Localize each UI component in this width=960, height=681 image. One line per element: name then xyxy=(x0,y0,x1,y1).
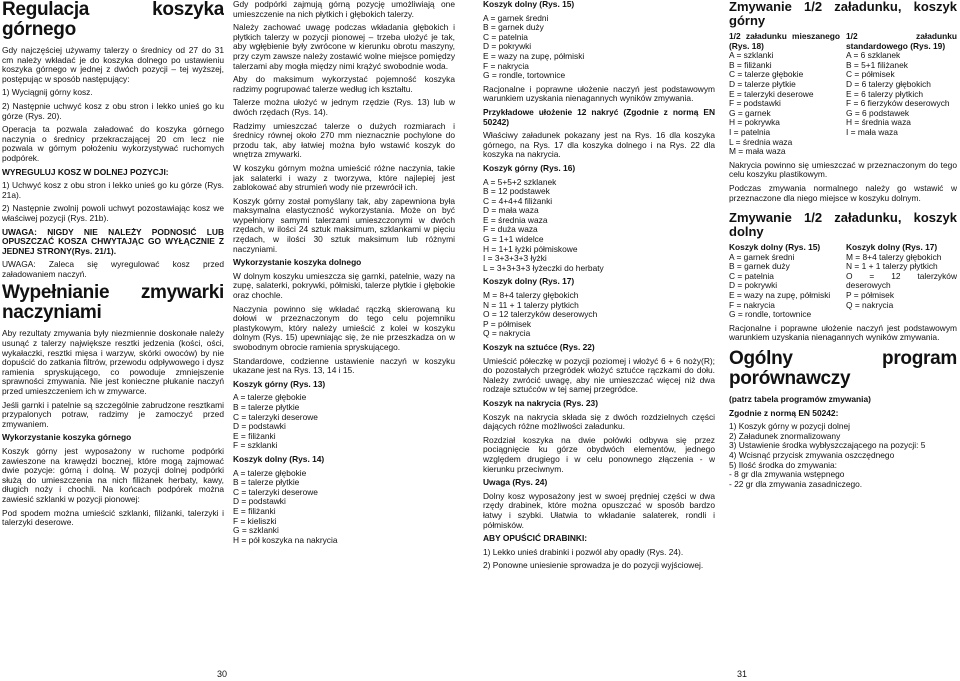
paragraph: Właściwy załadunek pokazany jest na Rys. 16 dla koszyka górnego, na Rys. 17 dla koszyka dolnego i na Rys. 22 dla koszyka na nakrycia. xyxy=(483,130,715,160)
list-item: D = podstawki xyxy=(233,421,286,432)
list-item: F = nakrycia xyxy=(729,299,775,310)
list-item: F = duża waza xyxy=(483,224,538,235)
list-item: M = 8+4 talerzy głębokich xyxy=(483,290,579,301)
paragraph: Radzimy umieszczać talerze o dużych rozmiarach i średnicy równej około 270 mm nieznacznie pochylone do przodu tak, aby łatwiej można było wstawić koszyk do wnętrza zmywarki. xyxy=(233,120,455,160)
paragraph: 2) Ponowne uniesienie sprowadza je do pozycji wyjściowej. xyxy=(483,560,704,571)
subheading: ABY OPUŚCIĆ DRABINKI: xyxy=(483,533,588,544)
legend-mixed xyxy=(729,32,840,157)
paragraph: Koszyk górny jest wyposażony w ruchome podpórki zawieszone na krawędzi bocznej, które mogą zajmować dwie pozycje: górną i dolną. W pozycji dolnej podpórki służą do umieszczenia na nich filiżanek herbaty, kawy, długich noży i chochli. Na końcach podpórek można zawiesić szklanki w pozycji pionowej: xyxy=(2,446,224,504)
paragraph: 1) Uchwyć kosz z obu stron i lekko unieś go ku górze (Rys. 21a). xyxy=(2,180,224,200)
list-item: F = podstawki xyxy=(729,98,781,109)
warning-text: UWAGA: NIGDY NIE NALEŻY PODNOSIĆ LUB OPUSZCZAĆ KOSZA CHWYTAJĄC GO WYŁĄCZNIE Z JEDNEJ STRONY(Rys. 21/1). xyxy=(2,226,224,256)
paragraph: W dolnym koszyku umieszcza się garnki, patelnie, wazy na zupę, salaterki, pokrywki, półmiski, talerze płytkie i głębokie oraz chochle. xyxy=(233,270,455,301)
section-title-half-upper: Zmywanie 1/2 załadunku, koszyk górny xyxy=(729,0,957,28)
column-2 xyxy=(233,0,455,668)
paragraph: Aby rezultaty zmywania były niezmiennie doskonałe należy usunąć z talerzy największe resztki jedzenia (kości, ości, wykałaczki, resztki mięsa i warzyw, skórki owoców) by nie dopuścić do zatkania filtrów, przewodu odpływowego i dysz ramienia spryskującego, co powoduje zmniejszenie sprawności zmywania. Nie jest konieczne płukanie naczyń przed umieszczeniem ich w zmywarce. xyxy=(2,328,224,397)
list-item: L = 3+3+3+3 łyżeczki do herbaty xyxy=(483,262,604,273)
list-item: - 8 gr dla zmywania wstępnego xyxy=(729,469,845,480)
subheading: 1/2 załadunku mieszanego (Rys. 18) xyxy=(729,31,840,51)
section-title-basket-adjust: Regulacja koszyka górnego xyxy=(2,0,224,40)
subheading: Koszyk na nakrycia (Rys. 23) xyxy=(483,397,598,408)
page-number: 31 xyxy=(737,669,748,679)
list-item: D = talerze płytkie xyxy=(729,78,796,89)
list-item: B = garnek duży xyxy=(729,261,790,272)
paragraph: Aby do maksimum wykorzystać pojemność koszyka radzimy pogrupować talerze według ich kształtu. xyxy=(233,74,455,94)
paragraph: 1) Lekko unieś drabinki i pozwól aby opadły (Rys. 24). xyxy=(483,546,684,557)
list-item: Q = nakrycia xyxy=(846,299,894,310)
paragraph: Standardowe, codzienne ustawienie naczyń w koszyku ukazane jest na Rys. 13, 14 i 15. xyxy=(233,355,455,376)
paragraph: Racjonalne i poprawne ułożenie naczyń jest podstawowym warunkiem uzyskania nienagannych wyników zmywania. xyxy=(483,83,715,104)
subheading: Koszyk górny (Rys. 16) xyxy=(483,162,576,173)
paragraph: Podczas zmywania normalnego należy go wstawić w przeznaczone dla niego miejsce w koszyku dolnym. xyxy=(729,182,957,203)
paragraph: 2) Następnie uchwyć kosz z obu stron i lekko unieś go ku górze (Rys. 20). xyxy=(2,100,224,121)
subheading: Koszyk dolny (Rys. 15) xyxy=(729,242,821,253)
list-item: F = szklanki xyxy=(233,440,278,451)
list-item: E = filiżanki xyxy=(233,505,276,516)
paragraph: Nakrycia powinno się umieszczać w przeznaczonym do tego celu koszyku plastikowym. xyxy=(729,159,957,180)
paragraph: Koszyk na nakrycia składa się z dwóch rozdzielnych części dających różne możliwości załadunku. xyxy=(483,411,715,432)
page-number: 30 xyxy=(217,669,228,679)
list-item: D = 6 talerzy głębokich xyxy=(846,78,931,89)
subheading: Koszyk dolny (Rys. 15) xyxy=(483,0,575,9)
list-item: H = pół koszyka na nakrycia xyxy=(233,534,338,545)
list-item: E = wazy na zupę, półmiski xyxy=(483,50,585,61)
list-item: 1) Koszyk górny w pozycji dolnej xyxy=(729,421,851,432)
paragraph: 1) Wyciągnij górny kosz. xyxy=(2,87,93,98)
list-item: A = talerze głębokie xyxy=(233,467,307,478)
paragraph: Gdy najczęściej używamy talerzy o średnicy od 27 do 31 cm należy wkładać je do koszyka dolnego po ustawieniu koszyka górnego w jednej z dwóch pozycji – tej wyższej, postępując w sposób następujący: xyxy=(2,45,224,84)
list-item: H = 1+1 łyżki półmiskowe xyxy=(483,243,578,254)
list-item: A = talerze głębokie xyxy=(233,392,307,403)
list-item: B = 5+1 filiżanek xyxy=(846,59,908,70)
list-item: A = 5+5+2 szklanek xyxy=(483,176,557,187)
column-1 xyxy=(2,0,224,668)
list-item: L = średnia waza xyxy=(729,136,793,147)
paragraph: Naczynia powinno się wkładać rączką skierowaną ku dołowi w przeznaczonym do tego celu pojemniku plastykowym, który należy umieścić z kolei w koszyku dolnym (Rys. 15) upewniając się, że nie przeszkadza on w swobodnym obrocie ramienia spryskującego. xyxy=(233,303,455,352)
list-item: I = 3+3+3+3 łyżki xyxy=(483,253,547,264)
list-item: E = średnia waza xyxy=(483,214,548,225)
list-item: F = kieliszki xyxy=(233,515,277,526)
list-item: B = filiżanki xyxy=(729,59,772,70)
list-item: N = 1 + 1 talerzy płytkich xyxy=(846,261,938,272)
legend-r15 xyxy=(729,243,840,320)
legend-list-r16 xyxy=(483,178,715,274)
list-item: G = 1+1 widelce xyxy=(483,234,544,245)
subheading: Koszyk dolny (Rys. 17) xyxy=(483,276,575,287)
column-4 xyxy=(729,0,957,668)
norm-list xyxy=(729,422,957,489)
paragraph: Jeśli garnki i patelnie są szczególnie zabrudzone resztkami przypalonych potraw, radzimy je zamoczyć przed zmywaniem. xyxy=(2,399,224,429)
list-item: 3) Ustawienie środka wybłyszczającego na pozycji: 5 xyxy=(729,440,926,451)
legend-list-r15 xyxy=(483,14,715,81)
list-item: I = patelnia xyxy=(729,126,771,137)
list-item: M = 8+4 talerzy głębokich xyxy=(846,251,942,262)
list-item: 4) Wcisnąć przycisk zmywania oszczędnego xyxy=(729,450,895,460)
list-item: N = 11 + 1 talerzy płytkich xyxy=(483,299,579,310)
subheading: Wykorzystanie koszyka górnego xyxy=(2,432,132,443)
list-item: C = 4+4+4 filiżanki xyxy=(483,195,553,206)
paragraph: Racjonalne i poprawne ułożenie naczyń jest podstawowym warunkiem uzyskania nienagannych wyników zmywania. xyxy=(729,322,957,343)
lower-basket-legends xyxy=(729,243,957,320)
paragraph: Talerze można ułożyć w jednym rzędzie (Rys. 13) lub w dwóch rzędach (Rys. 14). xyxy=(233,97,455,117)
list-item: A = 6 szklanek xyxy=(846,50,901,61)
list-item: A = garnek średni xyxy=(483,12,549,23)
subheading: Uwaga (Rys. 24) xyxy=(483,477,548,488)
list-item: H = pokrywka xyxy=(729,117,780,128)
list-item: A = szklanki xyxy=(729,50,774,61)
legend-list-r13 xyxy=(233,393,455,451)
list-item: D = pokrywki xyxy=(483,41,532,52)
paragraph: Dolny kosz wyposażony jest w swoej prędniej części w dwa rzędy drabinek, które można opuszczać w sposób bardzo łatwy i szybki. Ułatwia to wkładanie salaterek, rondli i półmisków. xyxy=(483,490,715,530)
list-item: B = talerze płytkie xyxy=(233,401,300,412)
list-item: E = wazy na zupę, półmiski xyxy=(729,290,831,301)
section-title-program: Ogólny program porównawczy xyxy=(729,348,957,390)
paragraph: Operacja ta pozwala załadować do koszyka górnego naczynia o średnicy przekraczającej 20 cm lecz nie pozwala w górnym położeniu wykorzystywać ruchomych podpórek. xyxy=(2,124,224,163)
legend-standard xyxy=(846,32,957,157)
subheading: Koszyk górny (Rys. 13) xyxy=(233,378,326,389)
subtitle: (patrz tabela programów zmywania) xyxy=(729,394,871,405)
subheading: Zgodnie z normą EN 50242: xyxy=(729,407,839,418)
subheading: Koszyk na sztućce (Rys. 22) xyxy=(483,342,595,352)
list-item: C = talerzyki deserowe xyxy=(233,411,318,422)
list-item: - 22 gr dla zmywania zasadniczego. xyxy=(729,478,863,489)
list-item: E = talerzyki deserowe xyxy=(729,88,814,99)
column-3 xyxy=(483,0,715,668)
subheading: Wykorzystanie koszyka dolnego xyxy=(233,257,362,268)
list-item: 5) Ilość środka do zmywania: xyxy=(729,459,837,470)
paragraph: Rozdział koszyka na dwie połówki odbywa się przez pociągnięcie ku górze obydwóch elementów, jednego względem drugiego i w celu ponownego złączenia - w kierunku przeciwnym. xyxy=(483,434,715,474)
paragraph: Należy zachować uwagę podczas wkładania głębokich i płytkich talerzy w pozycji pionowej – trzeba ułożyć je tak, aby wgłębienie były zwrócone w kierunku obrotu maszyny, przy czym zawsze należy zostawić wolne miejsce pomiędzy talerzami aby mogła między nimi krążyć swobodnie woda. xyxy=(233,22,455,71)
paragraph: Gdy podpórki zajmują górną pozycję umożliwiają one umieszczenie na nich płytkich i głębokich talerzy. xyxy=(233,0,455,19)
list-item: C = talerzyki deserowe xyxy=(233,486,318,497)
list-item: E = 6 talerzy płytkich xyxy=(846,88,924,99)
list-item: D = podstawki xyxy=(233,496,286,507)
list-item: E = filiżanki xyxy=(233,430,276,441)
section-title-half-lower: Zmywanie 1/2 załadunku, koszyk dolny xyxy=(729,210,957,240)
paragraph: Umieścić półeczkę w pozycji poziomej i włożyć 6 + 6 noży(R); do pozostałych przegródek włożyć sztućce rączkami do dołu. Należy zwrócić uwagę, aby nie umieszczać więcej niż dwa rodzaje sztućców w tej samej przegródce. xyxy=(483,355,715,395)
paragraph: 2) Następnie zwolnij powoli uchwyt pozostawiając kosz we właściwej pozycji (Rys. 21b). xyxy=(2,203,224,223)
list-item: O = 12 talerzyków deserowych xyxy=(483,309,598,320)
paragraph: W koszyku górnym można umieścić różne naczynia, takie jak salaterki i wazy z tworzywa, które najlepiej jest zablokować aby strumień wody nie przewrócił ich. xyxy=(233,162,455,193)
legend-list-r17 xyxy=(483,291,715,339)
section-title-loading: Wypełnianie zmywarki naczyniami xyxy=(2,282,224,324)
subheading: Koszyk dolny (Rys. 14) xyxy=(233,453,325,464)
half-load-legends xyxy=(729,32,957,157)
subheading: 1/2 załadunku standardowego (Rys. 19) xyxy=(846,31,957,51)
list-item: G = 6 podstawek xyxy=(846,107,910,118)
list-item: G = garnek xyxy=(729,107,771,118)
subheading: Koszyk dolny (Rys. 17) xyxy=(846,242,938,253)
list-item: Q = nakrycia xyxy=(483,328,531,339)
list-item: M = mała waza xyxy=(729,146,786,157)
list-item: A = garnek średni xyxy=(729,251,795,262)
list-item: P = półmisek xyxy=(483,318,532,329)
list-item: O = 12 talerzyków deserowych xyxy=(846,270,957,291)
list-item: B = 12 podstawek xyxy=(483,186,550,197)
list-item: G = szklanki xyxy=(233,525,279,536)
list-item: B = garnek duży xyxy=(483,22,544,33)
list-item: P = półmisek xyxy=(846,290,895,301)
list-item: G = rondle, tortownice xyxy=(729,309,812,320)
list-item: 2) Załadunek znormalizowany xyxy=(729,430,841,441)
list-item: C = talerze głębokie xyxy=(729,69,804,80)
subheading: WYREGULUJ KOSZ W DOLNEJ POZYCJI: xyxy=(2,166,169,177)
list-item: C = półmisek xyxy=(846,69,895,80)
list-item: I = mała waza xyxy=(846,126,898,137)
list-item: C = patelnia xyxy=(483,31,528,42)
list-item: G = rondle, tortownice xyxy=(483,70,566,81)
list-item: H = średnia waza xyxy=(846,117,911,128)
paragraph: Koszyk górny został pomyślany tak, aby zapewniona była maksymalna elastyczność wykorzystania. Może on być wypełniony samymi talerzami umieszczonymi w dwóch rzędach, w ilości 24 sztuk maksimum, szklankami w pięciu rzędach, w ilości 30 sztuk maksimum lub różnymi naczyniami. xyxy=(233,195,455,254)
list-item: B = talerze płytkie xyxy=(233,477,300,488)
legend-list-r14 xyxy=(233,469,455,546)
list-item: C = patelnia xyxy=(729,270,774,281)
list-item: D = pokrywki xyxy=(729,280,778,291)
subheading: Przykładowe ułożenie 12 nakryć (Zgodnie z normą EN 50242) xyxy=(483,106,715,127)
list-item: D = mała waza xyxy=(483,205,539,216)
list-item: F = nakrycia xyxy=(483,60,529,71)
list-item: F = 6 fierzyków deserowych xyxy=(846,98,950,109)
legend-r17 xyxy=(846,243,957,320)
paragraph: UWAGA: Zaleca się wyregulować kosz przed załadowaniem naczyń. xyxy=(2,259,224,279)
paragraph: Pod spodem można umieścić szklanki, filiżanki, talerzyki i talerzyki deserowe. xyxy=(2,507,224,528)
